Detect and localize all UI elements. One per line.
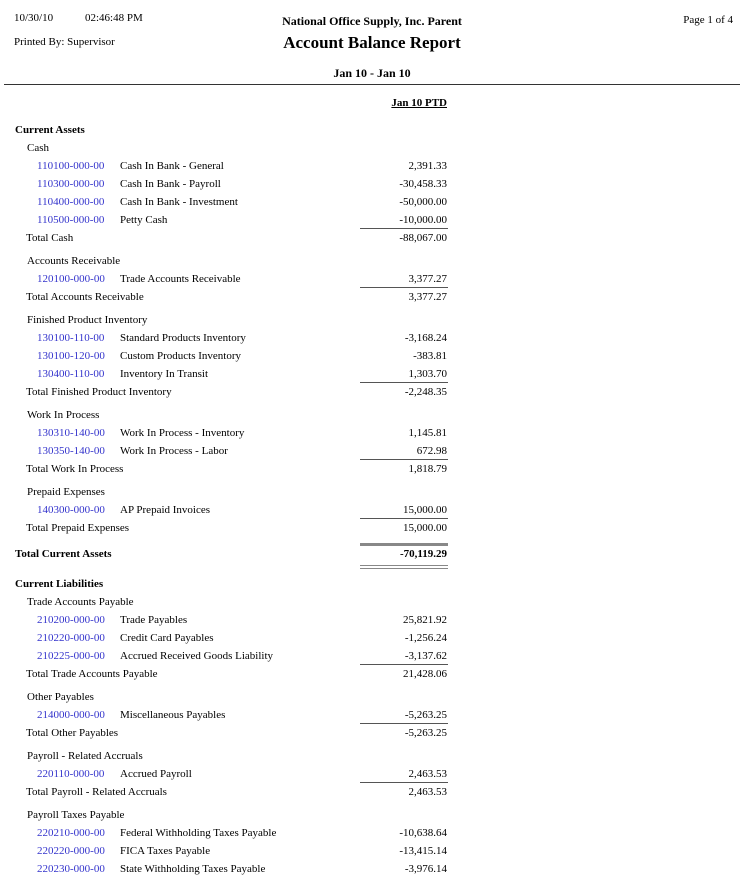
account-number-link[interactable]: 120100-000-00 [37, 273, 105, 285]
section-heading: Current Liabilities [15, 578, 104, 590]
account-row [0, 424, 744, 442]
account-number-link[interactable]: 110100-000-00 [37, 160, 105, 172]
print-time: 02:46:48 PM [85, 12, 143, 24]
subsection-heading: Payroll Taxes Payable [27, 809, 125, 821]
account-amount: 2,463.53 [408, 768, 447, 780]
account-amount: -10,638.64 [399, 827, 447, 839]
account-description: Accrued Payroll [120, 768, 192, 780]
account-number-link[interactable]: 220210-000-00 [37, 827, 105, 839]
account-amount: -5,263.25 [404, 709, 447, 721]
subsection-total-row [0, 460, 744, 478]
subsection-heading: Accounts Receivable [27, 255, 121, 267]
account-description: Cash In Bank - Payroll [120, 178, 221, 190]
account-amount: 1,303.70 [408, 368, 447, 380]
subsection-heading: Other Payables [27, 691, 94, 703]
account-number-link[interactable]: 220230-000-00 [37, 863, 105, 875]
account-row [0, 647, 744, 665]
account-row [0, 629, 744, 647]
report-header [0, 0, 744, 84]
total-label: Total Finished Product Inventory [26, 386, 172, 398]
subsection-heading: Prepaid Expenses [27, 486, 105, 498]
subsection-total-row [0, 665, 744, 683]
total-label: Total Prepaid Expenses [26, 522, 130, 534]
account-number-link[interactable]: 110500-000-00 [37, 214, 105, 226]
account-description: Trade Payables [120, 614, 188, 626]
account-row [0, 501, 744, 519]
account-number-link[interactable]: 130100-120-00 [37, 350, 105, 362]
account-amount: -50,000.00 [399, 196, 447, 208]
account-description: Credit Card Payables [120, 632, 214, 644]
account-amount: 672.98 [416, 445, 447, 457]
total-label: Total Other Payables [26, 727, 119, 739]
subsection-heading: Trade Accounts Payable [27, 596, 134, 608]
account-description: Cash In Bank - General [120, 160, 224, 172]
report-period: Jan 10 - Jan 10 [333, 66, 411, 80]
account-description: Custom Products Inventory [120, 350, 241, 362]
total-amount: 2,463.53 [408, 786, 447, 798]
account-amount: 15,000.00 [403, 504, 447, 516]
account-description: Standard Products Inventory [120, 332, 246, 344]
grand-total-label: Total Current Assets [15, 548, 112, 560]
account-number-link[interactable]: 220110-000-00 [37, 768, 105, 780]
total-label: Total Trade Accounts Payable [26, 668, 158, 680]
subsection-heading: Payroll - Related Accruals [27, 750, 143, 762]
account-description: Work In Process - Labor [120, 445, 228, 457]
account-description: State Withholding Taxes Payable [120, 863, 266, 875]
account-description: Federal Withholding Taxes Payable [120, 827, 277, 839]
account-row [0, 611, 744, 629]
double-rule [360, 565, 448, 566]
total-label: Total Work In Process [26, 463, 124, 475]
account-row [0, 193, 744, 211]
account-amount: -13,415.14 [399, 845, 447, 857]
subsection-total-row [0, 724, 744, 742]
account-amount: -10,000.00 [399, 214, 447, 226]
account-amount: -30,458.33 [399, 178, 447, 190]
account-number-link[interactable]: 140300-000-00 [37, 504, 105, 516]
account-row [0, 211, 744, 229]
subsection-total-row [0, 288, 744, 306]
account-number-link[interactable]: 130310-140-00 [37, 427, 105, 439]
account-amount: -3,137.62 [404, 650, 447, 662]
account-amount: 3,377.27 [408, 273, 447, 285]
subsection-heading: Finished Product Inventory [27, 314, 148, 326]
account-number-link[interactable]: 210220-000-00 [37, 632, 105, 644]
account-amount: 25,821.92 [403, 614, 447, 626]
subsection-total-row [0, 229, 744, 247]
account-row [0, 175, 744, 193]
report-body [0, 121, 744, 878]
account-row [0, 270, 744, 288]
account-description: Work In Process - Inventory [120, 427, 245, 439]
account-amount: -383.81 [413, 350, 447, 362]
report-title: Account Balance Report [283, 33, 461, 52]
account-amount: -1,256.24 [404, 632, 447, 644]
account-number-link[interactable]: 220220-000-00 [37, 845, 105, 857]
subsection-heading: Cash [27, 142, 49, 154]
account-description: Accrued Received Goods Liability [120, 650, 274, 662]
account-amount: -3,168.24 [404, 332, 447, 344]
account-description: Inventory In Transit [120, 368, 208, 380]
account-row [0, 860, 744, 878]
account-number-link[interactable]: 130350-140-00 [37, 445, 105, 457]
total-amount: 3,377.27 [408, 291, 447, 303]
account-description: AP Prepaid Invoices [120, 504, 211, 516]
account-number-link[interactable]: 214000-000-00 [37, 709, 105, 721]
account-number-link[interactable]: 110400-000-00 [37, 196, 105, 208]
account-description: Miscellaneous Payables [120, 709, 226, 721]
column-header-ptd: Jan 10 PTD [391, 97, 447, 109]
account-row [0, 329, 744, 347]
account-number-link[interactable]: 110300-000-00 [37, 178, 105, 190]
total-amount: 1,818.79 [408, 463, 447, 475]
subsection-heading: Work In Process [27, 409, 100, 421]
total-label: Total Cash [26, 232, 74, 244]
column-header-row [0, 97, 744, 115]
account-description: FICA Taxes Payable [120, 845, 211, 857]
subsection-total-row [0, 383, 744, 401]
account-number-link[interactable]: 130400-110-00 [37, 368, 105, 380]
account-row [0, 824, 744, 842]
account-description: Petty Cash [120, 214, 168, 226]
account-number-link[interactable]: 210225-000-00 [37, 650, 105, 662]
double-rule [360, 568, 448, 569]
account-number-link[interactable]: 210200-000-00 [37, 614, 105, 626]
account-row [0, 347, 744, 365]
subsection-total-row [0, 783, 744, 801]
account-row [0, 365, 744, 383]
account-amount: -3,976.14 [404, 863, 447, 875]
account-number-link[interactable]: 130100-110-00 [37, 332, 105, 344]
account-row [0, 706, 744, 724]
grand-total-amount: -70,119.29 [399, 548, 447, 560]
account-row [0, 157, 744, 175]
total-amount: 21,428.06 [403, 668, 447, 680]
subsection-total-row [0, 519, 744, 537]
account-row [0, 842, 744, 860]
account-amount: 1,145.81 [408, 427, 447, 439]
total-label: Total Accounts Receivable [26, 291, 144, 303]
total-amount: -2,248.35 [404, 386, 447, 398]
grand-total-row [0, 545, 744, 569]
account-row [0, 442, 744, 460]
account-amount: 2,391.33 [408, 160, 447, 172]
header-divider [4, 84, 740, 85]
account-description: Trade Accounts Receivable [120, 273, 241, 285]
company-name: National Office Supply, Inc. Parent [282, 14, 462, 28]
total-amount: -88,067.00 [399, 232, 447, 244]
account-row [0, 765, 744, 783]
section-heading: Current Assets [15, 124, 85, 136]
print-date: 10/30/10 [14, 12, 54, 24]
account-description: Cash In Bank - Investment [120, 196, 238, 208]
total-amount: 15,000.00 [403, 522, 447, 534]
total-amount: -5,263.25 [404, 727, 447, 739]
page-indicator: Page 1 of 4 [683, 14, 733, 26]
printed-by: Printed By: Supervisor [14, 36, 115, 48]
total-label: Total Payroll - Related Accruals [26, 786, 167, 798]
